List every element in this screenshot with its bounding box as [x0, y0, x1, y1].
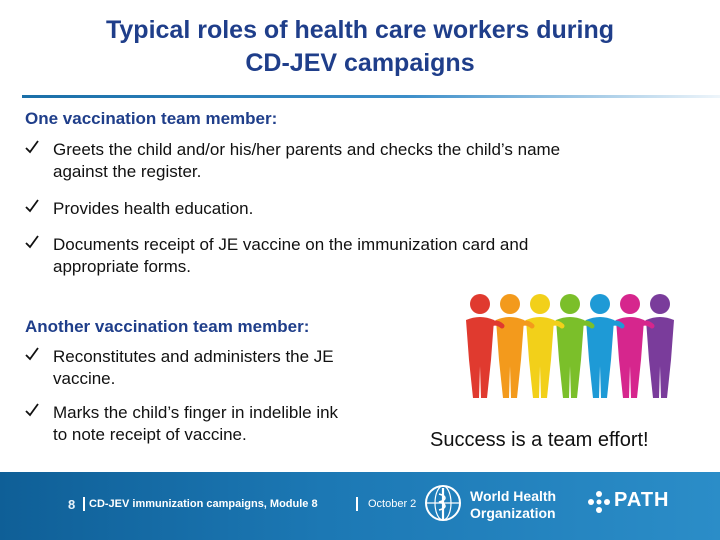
page-title	[40, 14, 680, 80]
title-line-1: Typical roles of health care workers during	[105, 16, 615, 44]
footer-separator	[83, 497, 85, 511]
image-caption: Success is a team effort!	[430, 429, 649, 451]
who-logo-line-1: World Health	[470, 488, 557, 504]
bullet-text-line-1: Provides health education.	[53, 199, 254, 218]
linked-arm	[518, 323, 532, 326]
linked-arm	[638, 323, 652, 326]
section1-heading: One vaccination team member:	[25, 109, 278, 128]
footer-bar	[0, 472, 720, 540]
footer-separator	[356, 497, 358, 511]
bullet-text-line-1: Documents receipt of JE vaccine on the immunization card and	[53, 235, 529, 254]
checkmark-icon	[25, 198, 43, 220]
section2-heading: Another vaccination team member:	[25, 317, 310, 336]
bullet-text-line-1: Marks the child’s finger in indelible ink	[53, 403, 339, 422]
bullet-text-line-1: Greets the child and/or his/her parents and checks the child’s name	[53, 140, 561, 159]
who-logo-text	[470, 488, 556, 522]
path-logo-text: PATH	[614, 489, 670, 511]
bullet-text-line-2: to note receipt of vaccine.	[53, 425, 247, 444]
person-figure	[586, 294, 614, 398]
title-line-2: CD-JEV campaigns	[245, 49, 475, 77]
person-figure	[466, 294, 494, 398]
section1-bullet-2	[25, 198, 253, 220]
section2-bullet-1	[25, 346, 334, 390]
who-logo-line-2: Organization	[470, 505, 556, 521]
who-emblem-icon	[422, 482, 464, 524]
linked-arm	[548, 323, 562, 326]
footer-module-text: CD-JEV immunization campaigns, Module 8	[89, 498, 318, 510]
checkmark-icon	[25, 139, 43, 161]
path-emblem-icon	[588, 490, 610, 514]
bullet-text-line-2: against the register.	[53, 162, 202, 181]
team-people-icon	[455, 290, 690, 402]
bullet-text-line-2: appropriate forms.	[53, 257, 191, 276]
bullet-text-line-2: vaccine.	[53, 369, 116, 388]
checkmark-icon	[25, 402, 43, 424]
person-figure	[646, 294, 674, 398]
section1-bullet-1	[25, 139, 560, 183]
page-number: 8	[68, 497, 76, 512]
footer-date: October 2	[368, 498, 417, 510]
linked-arm	[578, 323, 592, 326]
section1-bullet-3	[25, 234, 528, 278]
linked-arm	[488, 323, 502, 326]
linked-arm	[608, 323, 622, 326]
person-figure	[526, 294, 554, 398]
person-figure	[556, 294, 584, 398]
checkmark-icon	[25, 234, 43, 256]
checkmark-icon	[25, 346, 43, 368]
person-figure	[616, 294, 644, 398]
section2-bullet-2	[25, 402, 338, 446]
title-divider	[22, 95, 720, 98]
person-figure	[496, 294, 524, 398]
bullet-text-line-1: Reconstitutes and administers the JE	[53, 347, 334, 366]
